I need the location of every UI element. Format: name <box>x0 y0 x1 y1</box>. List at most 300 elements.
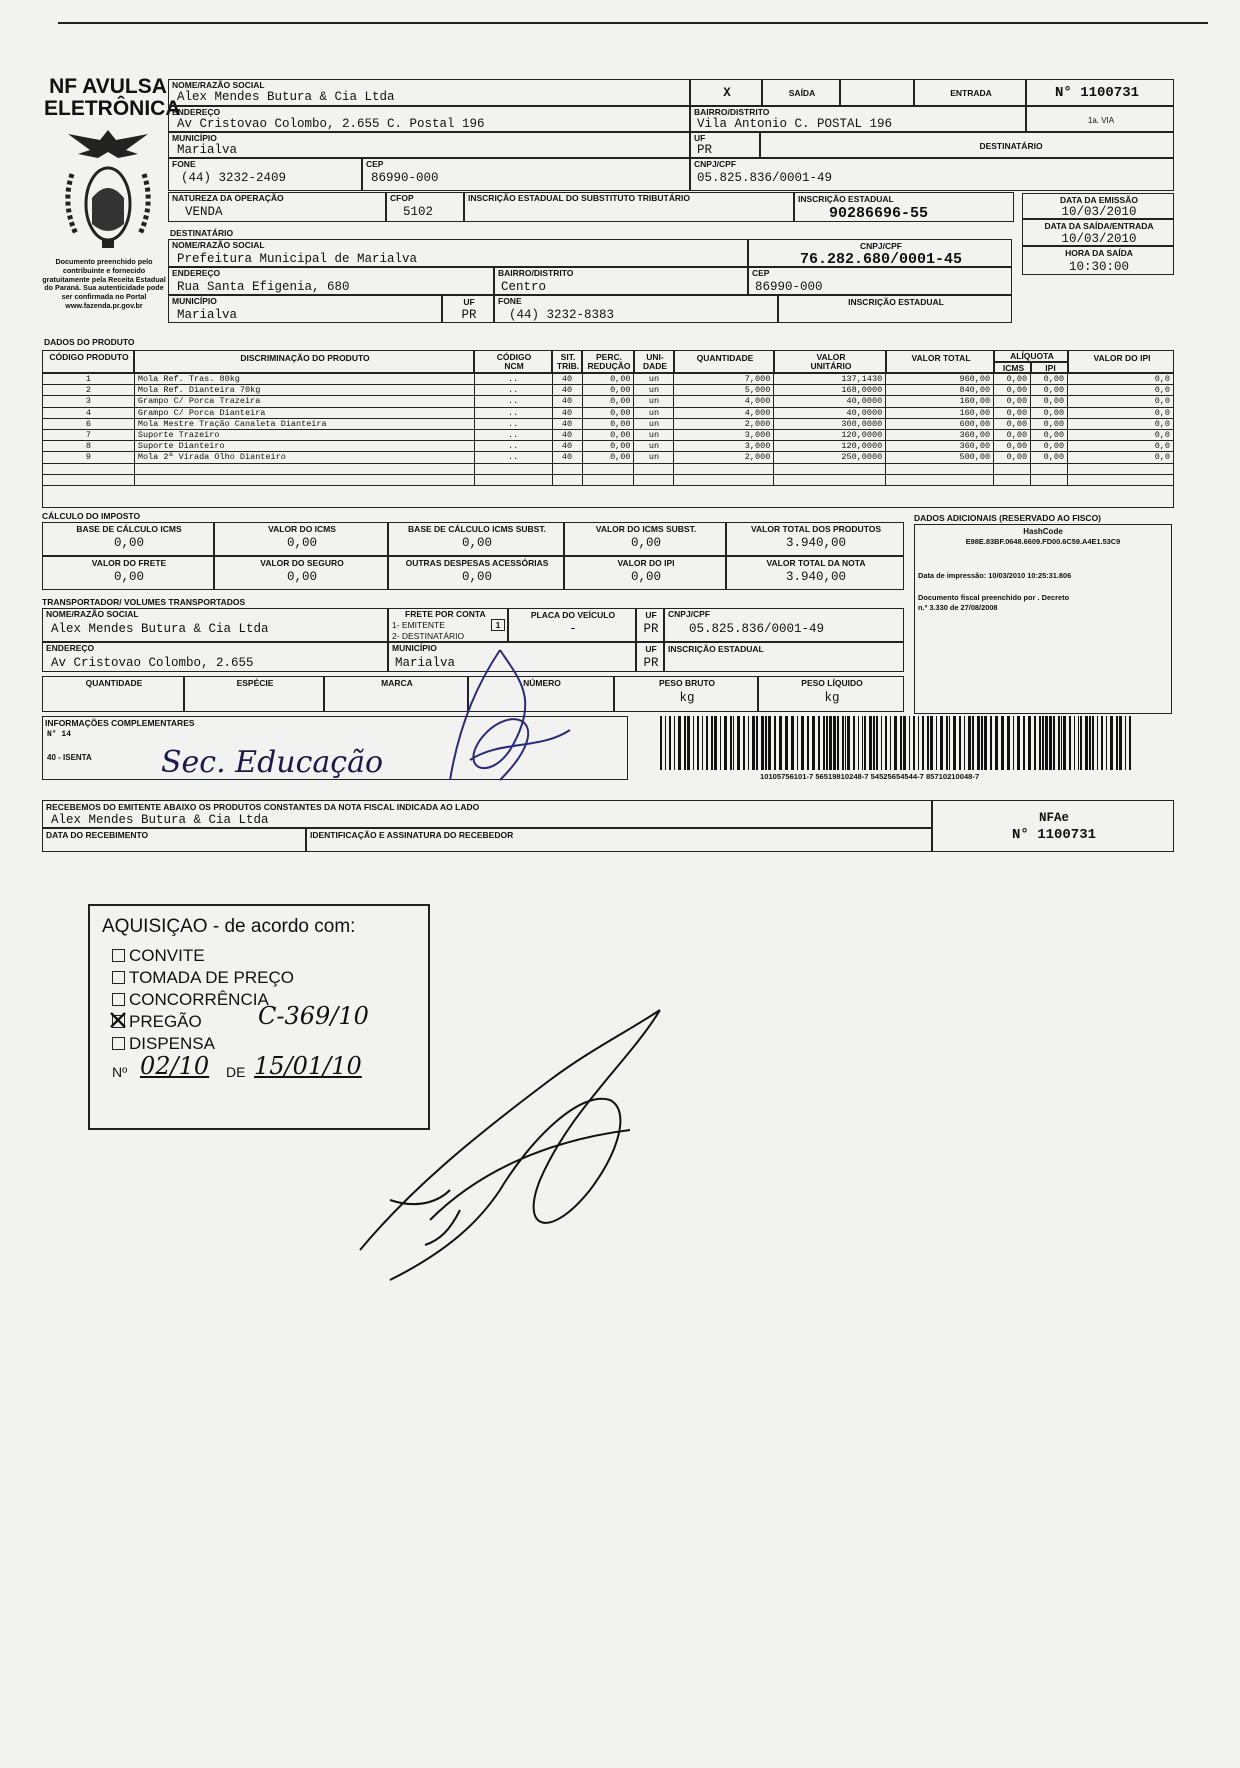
cell-ipi <box>1031 463 1068 474</box>
destinatario-flag-cell <box>760 132 1174 158</box>
dest-fone-label: FONE <box>498 296 522 306</box>
barcode-bar <box>894 716 897 770</box>
barcode-bar <box>1097 716 1098 770</box>
transp-nome-cell <box>42 608 388 642</box>
cell-sit <box>552 463 582 474</box>
ie-subst-cell <box>464 192 794 222</box>
barcode-bar <box>711 716 713 770</box>
barcode-bar <box>981 716 983 770</box>
barcode-bar <box>684 716 686 770</box>
checkbox-icon <box>112 1037 125 1050</box>
barcode-bar <box>1092 716 1094 770</box>
cell-desc: Mola Mestre Tração Canaleta Dianteira <box>134 418 474 429</box>
cell-vtotal <box>886 463 994 474</box>
valor-subst-cell <box>564 522 726 556</box>
stamp-de-label: DE <box>226 1064 246 1080</box>
transp-uf-cell <box>636 608 664 642</box>
data-saida-label: DATA DA SAÍDA/ENTRADA <box>1044 221 1154 231</box>
ie-emitente: 90286696-55 <box>829 205 929 222</box>
barcode-bar <box>665 716 666 770</box>
col-ncm-label: CÓDIGO NCM <box>496 352 532 371</box>
base-icms: 0,00 <box>113 536 144 550</box>
via-label: 1a. VIA <box>1087 116 1115 125</box>
outras-cell <box>388 556 564 590</box>
emitente-bairro-cell <box>690 106 1026 132</box>
barcode-bar <box>1119 716 1122 770</box>
cell-vipi: 0,0 <box>1068 396 1174 407</box>
entrada-box-cell <box>840 79 914 106</box>
emitente-endereco-label: ENDEREÇO <box>172 107 221 117</box>
transp-endereco: Av Cristovao Colombo, 2.655 <box>51 656 254 670</box>
transp-endereco-label: ENDEREÇO <box>46 643 95 653</box>
barcode-bar <box>674 716 675 770</box>
checkbox-icon <box>112 971 125 984</box>
cell-un: un <box>634 418 674 429</box>
ie-emitente-cell <box>794 192 1014 222</box>
barcode-bar <box>823 716 825 770</box>
barcode-bar <box>864 716 866 770</box>
barcode-bar <box>922 716 924 770</box>
emitente-fone-label: FONE <box>172 159 196 169</box>
stamp-op3: CONCORRÊNCIA <box>129 990 269 1009</box>
barcode-bar <box>669 716 671 770</box>
cell-perc: 0,00 <box>582 418 634 429</box>
barcode-bar <box>765 716 767 770</box>
cell-desc: Grampo C/ Porca Dianteira <box>134 407 474 418</box>
data-emissao: 10/03/2010 <box>1061 205 1137 219</box>
stamp-title: AQUISIÇAO - de acordo com: <box>102 916 356 937</box>
cell-sit: 40 <box>552 418 582 429</box>
barcode-bar <box>842 716 844 770</box>
data-saida: 10/03/2010 <box>1061 232 1137 246</box>
produtos-table <box>42 373 1174 486</box>
cell-sit: 40 <box>552 429 582 440</box>
cell-un: un <box>634 396 674 407</box>
vol-peso-liquido-label: PESO LÍQUIDO <box>801 678 863 688</box>
barcode-bar <box>1080 716 1082 770</box>
saida-mark-cell <box>690 79 762 106</box>
transp-cnpj-label: CNPJ/CPF <box>668 609 711 619</box>
barcode-bar <box>1106 716 1107 770</box>
signature-scribble-top <box>440 640 580 790</box>
cell-vunit <box>774 474 886 485</box>
transportador-section: TRANSPORTADOR/ VOLUMES TRANSPORTADOS <box>42 597 246 607</box>
barcode-bar <box>756 716 758 770</box>
destinatario-flag: DESTINATÁRIO <box>979 141 1043 151</box>
barcode-bar <box>845 716 846 770</box>
barcode-bar <box>837 716 839 770</box>
emitente-fone: (44) 3232-2409 <box>181 171 287 185</box>
cell-ipi: 0,00 <box>1031 429 1068 440</box>
vol-peso-bruto-label: PESO BRUTO <box>658 678 716 688</box>
barcode-digits: 10105756101-7 56519810248-7 54525654544-7 85710210048-7 <box>760 772 980 781</box>
vol-quantidade-cell <box>42 676 184 712</box>
coat-of-arms-icon <box>58 124 158 252</box>
title-line2: ELETRÔNICA <box>44 97 181 120</box>
transp-frete-val-box <box>491 619 505 631</box>
emitente-uf: PR <box>697 143 713 157</box>
col-aliquota-label: ALÍQUOTA <box>1010 351 1054 361</box>
stamp-op5: DISPENSA <box>129 1034 215 1053</box>
recibo-data-cell <box>42 828 306 852</box>
table-row <box>43 396 1174 407</box>
cell-ncm: .. <box>474 429 552 440</box>
barcode-bar <box>990 716 992 770</box>
emitente-cnpj-label: CNPJ/CPF <box>694 159 737 169</box>
cell-perc: 0,00 <box>582 429 634 440</box>
dest-cep-label: CEP <box>752 268 770 278</box>
cell-vipi: 0,0 <box>1068 441 1174 452</box>
barcode-bar <box>885 716 887 770</box>
col-sit-label: SIT. TRIB. <box>556 352 580 371</box>
barcode-bar <box>785 716 788 770</box>
dest-uf-cell <box>442 295 494 323</box>
barcode-bar <box>1069 716 1071 770</box>
top-border <box>58 22 1208 24</box>
transp-ie-label: INSCRIÇÃO ESTADUAL <box>668 644 764 654</box>
barcode-bar <box>774 716 776 770</box>
transp-placa-label: PLACA DO VEÍCULO <box>530 610 616 620</box>
valor-icms-cell <box>214 522 388 556</box>
col-icms-label: ICMS <box>1002 363 1025 373</box>
valor-subst: 0,00 <box>630 536 661 550</box>
total-prod: 3.940,00 <box>785 536 846 550</box>
barcode-bar <box>1058 716 1060 770</box>
dest-endereco: Rua Santa Efigenia, 680 <box>177 280 350 294</box>
transp-frete-cell <box>388 608 508 642</box>
emitente-cep: 86990-000 <box>371 171 439 185</box>
info-manuscrito: Sec. Educação <box>161 745 384 780</box>
barcode-bar <box>1017 716 1020 770</box>
cell-vunit: 250,0000 <box>774 452 886 463</box>
transp-uf2-label: UF <box>645 644 657 654</box>
barcode-bar <box>818 716 820 770</box>
emitente-nome-label: NOME/RAZÃO SOCIAL <box>172 80 265 90</box>
info-section: INFORMAÇÕES COMPLEMENTARES <box>45 718 195 728</box>
cell-vipi: 0,0 <box>1068 385 1174 396</box>
table-row-empty <box>43 463 1174 474</box>
cell-codigo: 9 <box>43 452 135 463</box>
dest-bairro: Centro <box>501 280 547 294</box>
saida-label: SAÍDA <box>788 88 816 98</box>
cell-vipi <box>1068 474 1174 485</box>
barcode-bar <box>801 716 804 770</box>
stamp-op-concorrencia <box>112 990 269 1010</box>
cell-un: un <box>634 407 674 418</box>
base-subst: 0,00 <box>461 536 492 550</box>
cell-qtd: 2,000 <box>674 452 774 463</box>
dest-bairro-label: BAIRRO/DISTRITO <box>498 268 574 278</box>
cell-vunit: 300,0000 <box>774 418 886 429</box>
stamp-nr: 02/10 <box>140 1052 210 1080</box>
entrada-cell <box>914 79 1026 106</box>
col-perc-label: PERC. REDUÇÃO <box>587 352 631 371</box>
cell-perc: 0,00 <box>582 441 634 452</box>
cell-perc: 0,00 <box>582 407 634 418</box>
barcode-bar <box>953 716 956 770</box>
dest-endereco-cell <box>168 267 494 295</box>
vol-peso-liquido-un: kg <box>824 691 840 705</box>
cell-codigo: 8 <box>43 441 135 452</box>
cell-ncm: .. <box>474 396 552 407</box>
signature-large <box>330 990 730 1290</box>
dest-fone: (44) 3232-8383 <box>509 308 615 322</box>
stamp-op1: CONVITE <box>129 946 205 965</box>
emitente-municipio: Marialva <box>177 143 238 157</box>
cell-un: un <box>634 429 674 440</box>
cell-icms <box>994 474 1031 485</box>
cell-desc <box>134 474 474 485</box>
cell-vunit: 40,0000 <box>774 396 886 407</box>
total-prod-cell <box>726 522 904 556</box>
cell-qtd: 5,000 <box>674 385 774 396</box>
emitente-endereco: Av Cristovao Colombo, 2.655 C. Postal 196 <box>177 117 485 131</box>
cell-icms: 0,00 <box>994 374 1031 385</box>
natureza: VENDA <box>185 205 223 219</box>
barcode-bar <box>748 716 749 770</box>
dados-adicionais-block <box>914 524 1172 714</box>
cell-ncm <box>474 474 552 485</box>
col-codigo-label: CÓDIGO PRODUTO <box>49 352 129 362</box>
dest-endereco-label: ENDEREÇO <box>172 268 221 278</box>
data-impressao: Data de impressão: 10/03/2010 10:25:31.806 <box>918 571 1072 580</box>
barcode-bar <box>660 716 662 770</box>
valor-subst-label: VALOR DO ICMS SUBST. <box>595 524 697 534</box>
barcode-bar <box>812 716 815 770</box>
seguro-label: VALOR DO SEGURO <box>260 558 344 568</box>
via-cell <box>1026 106 1174 132</box>
col-vipi-head <box>1068 350 1174 373</box>
numero-cell <box>1026 79 1174 106</box>
col-icms-head <box>994 362 1031 373</box>
base-icms-cell <box>42 522 214 556</box>
cell-icms: 0,00 <box>994 385 1031 396</box>
cell-qtd: 4,000 <box>674 396 774 407</box>
barcode-bar <box>984 716 987 770</box>
transp-cnpj: 05.825.836/0001-49 <box>689 622 825 636</box>
vol-numero-label: NÚMERO <box>523 678 561 688</box>
dest-cep-cell <box>748 267 1012 295</box>
outras: 0,00 <box>461 570 492 584</box>
dest-ie-cell <box>778 295 1012 323</box>
cell-codigo: 3 <box>43 396 135 407</box>
barcode-bar <box>791 716 794 770</box>
cell-vtotal: 840,00 <box>886 385 994 396</box>
table-row <box>43 418 1174 429</box>
barcode-bar <box>862 716 863 770</box>
barcode-bar <box>752 716 755 770</box>
imposto-section: CÁLCULO DO IMPOSTO <box>42 511 141 521</box>
transp-frete-op1: 1- EMITENTE <box>392 620 445 630</box>
cell-un <box>634 474 674 485</box>
barcode-bar <box>909 716 910 770</box>
table-row <box>43 374 1174 385</box>
cell-un: un <box>634 452 674 463</box>
destinatario-section: DESTINATÁRIO <box>170 228 234 238</box>
transp-placa-cell <box>508 608 636 642</box>
cell-un: un <box>634 441 674 452</box>
emitente-cep-cell <box>362 158 690 191</box>
cfop-label: CFOP <box>390 193 414 203</box>
col-un-head <box>634 350 674 373</box>
cell-un <box>634 463 674 474</box>
dest-nome-cell <box>168 239 748 267</box>
barcode-bar <box>858 716 859 770</box>
transp-uf-label: UF <box>645 610 657 620</box>
cell-codigo: 6 <box>43 418 135 429</box>
frete: 0,00 <box>113 570 144 584</box>
side-note: Documento preenchido pelo contribuinte e fornecido gratuitamente pela Receita Estadual do Paraná. Sua autenticidade pode ser confirmada no Portal www.fazenda.pr.gov.br <box>42 257 166 310</box>
barcode-bar <box>995 716 998 770</box>
total-nota-label: VALOR TOTAL DA NOTA <box>766 558 866 568</box>
dest-bairro-cell <box>494 267 748 295</box>
frete-cell <box>42 556 214 590</box>
cell-perc: 0,00 <box>582 385 634 396</box>
vol-especie-label: ESPÉCIE <box>236 678 274 688</box>
cell-codigo <box>43 463 135 474</box>
col-qtd-label: QUANTIDADE <box>696 353 754 363</box>
barcode-bar <box>959 716 961 770</box>
checked-box-icon <box>112 1015 125 1028</box>
vol-peso-bruto-cell <box>614 676 758 712</box>
cell-vunit: 120,0000 <box>774 441 886 452</box>
recibo-data-label: DATA DO RECEBIMENTO <box>46 830 149 840</box>
cell-desc: Grampo C/ Porca Trazeira <box>134 396 474 407</box>
cell-icms: 0,00 <box>994 452 1031 463</box>
barcode-bar <box>1049 716 1052 770</box>
emitente-endereco-cell <box>168 106 690 132</box>
transp-nome-label: NOME/RAZÃO SOCIAL <box>46 609 139 619</box>
barcode-bar <box>768 716 771 770</box>
col-vunit-label: VALOR UNITÁRIO <box>810 352 852 371</box>
vol-especie-cell <box>184 676 324 712</box>
cell-sit: 40 <box>552 407 582 418</box>
cell-vunit: 168,0000 <box>774 385 886 396</box>
cell-codigo <box>43 474 135 485</box>
barcode-bar <box>890 716 891 770</box>
transp-nome: Alex Mendes Butura & Cia Ltda <box>51 622 269 636</box>
hora-saida-label: HORA DA SAÍDA <box>1065 248 1133 258</box>
barcode-bar <box>697 716 699 770</box>
table-row <box>43 385 1174 396</box>
transp-frete-op2: 2- DESTINATÁRIO <box>392 631 465 641</box>
cell-vipi: 0,0 <box>1068 407 1174 418</box>
emitente-uf-cell <box>690 132 760 158</box>
cell-qtd <box>674 463 774 474</box>
cell-desc: Mola Ref. Tras. 80kg <box>134 374 474 385</box>
barcode-bar <box>678 716 681 770</box>
barcode-bar <box>900 716 902 770</box>
barcode-bar <box>949 716 950 770</box>
base-icms-label: BASE DE CÁLCULO ICMS <box>76 524 182 534</box>
cell-desc: Mola 2ª Virada Olho Dianteiro <box>134 452 474 463</box>
table-row <box>43 441 1174 452</box>
stamp-nr-label: Nº <box>112 1064 128 1080</box>
table-row <box>43 429 1174 440</box>
base-subst-label: BASE DE CÁLCULO ICMS SUBST. <box>408 524 546 534</box>
dest-cnpj: 76.282.680/0001-45 <box>799 251 963 268</box>
data-emissao-label: DATA DA EMISSÃO <box>1060 195 1138 205</box>
barcode-bar <box>687 716 690 770</box>
emitente-nome: Alex Mendes Butura & Cia Ltda <box>177 90 395 104</box>
barcode-bar <box>1116 716 1118 770</box>
transp-frete-val: 1 <box>495 620 501 630</box>
barcode-bar <box>833 716 836 770</box>
barcode-bar <box>724 716 727 770</box>
barcode-bar <box>1089 716 1091 770</box>
hash-label: HashCode <box>1023 527 1063 536</box>
cell-desc <box>134 463 474 474</box>
cell-codigo: 7 <box>43 429 135 440</box>
cell-ncm: .. <box>474 452 552 463</box>
barcode-bar <box>1045 716 1048 770</box>
cell-vtotal: 960,00 <box>886 374 994 385</box>
stamp-op-convite <box>112 946 205 966</box>
barcode-bar <box>1023 716 1025 770</box>
barcode-bar <box>1007 716 1010 770</box>
cell-perc <box>582 474 634 485</box>
cell-vipi: 0,0 <box>1068 429 1174 440</box>
emitente-municipio-label: MUNICÍPIO <box>172 133 217 143</box>
cell-vtotal: 600,00 <box>886 418 994 429</box>
cfop-cell <box>386 192 464 222</box>
cell-qtd <box>674 474 774 485</box>
cell-vipi <box>1068 463 1174 474</box>
base-subst-cell <box>388 522 564 556</box>
barcode-bar <box>1063 716 1066 770</box>
barcode-bar <box>829 716 832 770</box>
transp-placa: - <box>569 622 577 636</box>
cell-codigo: 2 <box>43 385 135 396</box>
seguro: 0,00 <box>286 570 317 584</box>
barcode-bar <box>1042 716 1044 770</box>
natureza-cell <box>168 192 386 222</box>
cell-ipi: 0,00 <box>1031 407 1068 418</box>
barcode-bar <box>730 716 732 770</box>
transp-frete-label: FRETE POR CONTA <box>405 609 486 619</box>
barcode-bar <box>927 716 929 770</box>
cell-ncm: .. <box>474 385 552 396</box>
transp-municipio-label: MUNICÍPIO <box>392 643 437 653</box>
dest-cnpj-label: CNPJ/CPF <box>859 241 903 251</box>
stamp-pregao-nr: C-369/10 <box>258 1002 369 1030</box>
cell-desc: Mola Ref. Dianteira 70kg <box>134 385 474 396</box>
valor-icms: 0,00 <box>286 536 317 550</box>
dest-uf-label: UF <box>463 297 475 307</box>
barcode-bar <box>826 716 828 770</box>
cell-vunit: 120,0000 <box>774 429 886 440</box>
transp-cnpj-cell <box>664 608 904 642</box>
barcode-bar <box>1034 716 1036 770</box>
produtos-section: DADOS DO PRODUTO <box>44 337 135 347</box>
data-emissao-cell <box>1022 193 1174 219</box>
barcode-bar <box>930 716 933 770</box>
emitente-fone-cell <box>168 158 362 191</box>
vol-marca-label: MARCA <box>381 678 413 688</box>
hash-code: E98E.83BF.0648.6609.FD00.6C59.A4E1.53C9 <box>965 537 1121 546</box>
cell-codigo: 4 <box>43 407 135 418</box>
dest-ie-label: INSCRIÇÃO ESTADUAL <box>848 297 944 307</box>
cell-vtotal: 360,00 <box>886 429 994 440</box>
hora-saida: 10:30:00 <box>1068 260 1129 274</box>
transp-endereco-cell <box>42 642 388 672</box>
dest-cnpj-cell <box>748 239 1012 267</box>
barcode-bar <box>1125 716 1126 770</box>
cell-icms <box>994 463 1031 474</box>
cell-desc: Suporte Dianteiro <box>134 441 474 452</box>
cell-vtotal <box>886 474 994 485</box>
cell-ncm: .. <box>474 418 552 429</box>
